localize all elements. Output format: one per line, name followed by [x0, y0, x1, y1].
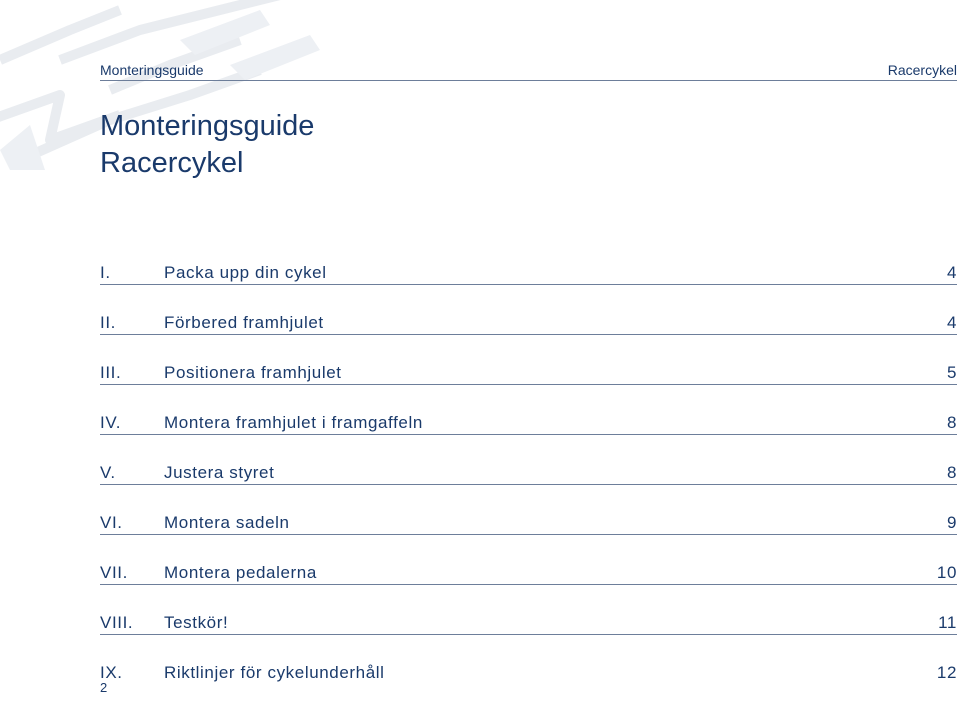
toc-page: 10 [936, 563, 957, 582]
toc-label: Riktlinjer för cykelunderhåll [164, 663, 385, 682]
title-line2: Racercykel [100, 147, 244, 179]
toc-row [100, 308, 957, 335]
toc-number: VI. [100, 513, 123, 532]
toc-number: IV. [100, 413, 122, 432]
toc-page: 9 [946, 513, 957, 532]
toc-row [100, 658, 957, 684]
table-of-contents [100, 258, 957, 707]
toc-row [100, 608, 957, 635]
page-number: 2 [100, 680, 108, 695]
toc-label: Montera pedalerna [164, 563, 317, 582]
toc-label: Positionera framhjulet [164, 363, 342, 382]
toc-number: I. [100, 263, 111, 282]
toc-row [100, 408, 957, 435]
toc-number: V. [100, 463, 116, 482]
toc-page: 4 [946, 313, 957, 332]
toc-label: Justera styret [164, 463, 275, 482]
toc-number: II. [100, 313, 116, 332]
header-right: Racercykel [887, 62, 957, 78]
toc-row [100, 458, 957, 485]
toc-label: Montera framhjulet i framgaffeln [164, 413, 423, 432]
header-left: Monteringsguide [100, 62, 204, 78]
toc-label: Packa upp din cykel [164, 263, 327, 282]
toc-page: 8 [946, 463, 957, 482]
toc-number: VIII. [100, 613, 134, 632]
toc-number: III. [100, 363, 122, 382]
toc-row [100, 508, 957, 535]
toc-page: 4 [946, 263, 957, 282]
toc-label: Testkör! [164, 613, 229, 632]
toc-number: VII. [100, 563, 128, 582]
toc-page: 11 [938, 613, 957, 632]
page-header [100, 62, 957, 81]
title-line1: Monteringsguide [100, 110, 315, 142]
toc-label: Förbered framhjulet [164, 313, 324, 332]
toc-page: 8 [946, 413, 957, 432]
toc-row [100, 558, 957, 585]
toc-page: 12 [936, 663, 957, 682]
toc-number: IX. [100, 663, 123, 682]
toc-label: Montera sadeln [164, 513, 290, 532]
toc-row [100, 258, 957, 285]
toc-page: 5 [946, 363, 957, 382]
document-title [100, 108, 314, 182]
toc-row [100, 358, 957, 385]
